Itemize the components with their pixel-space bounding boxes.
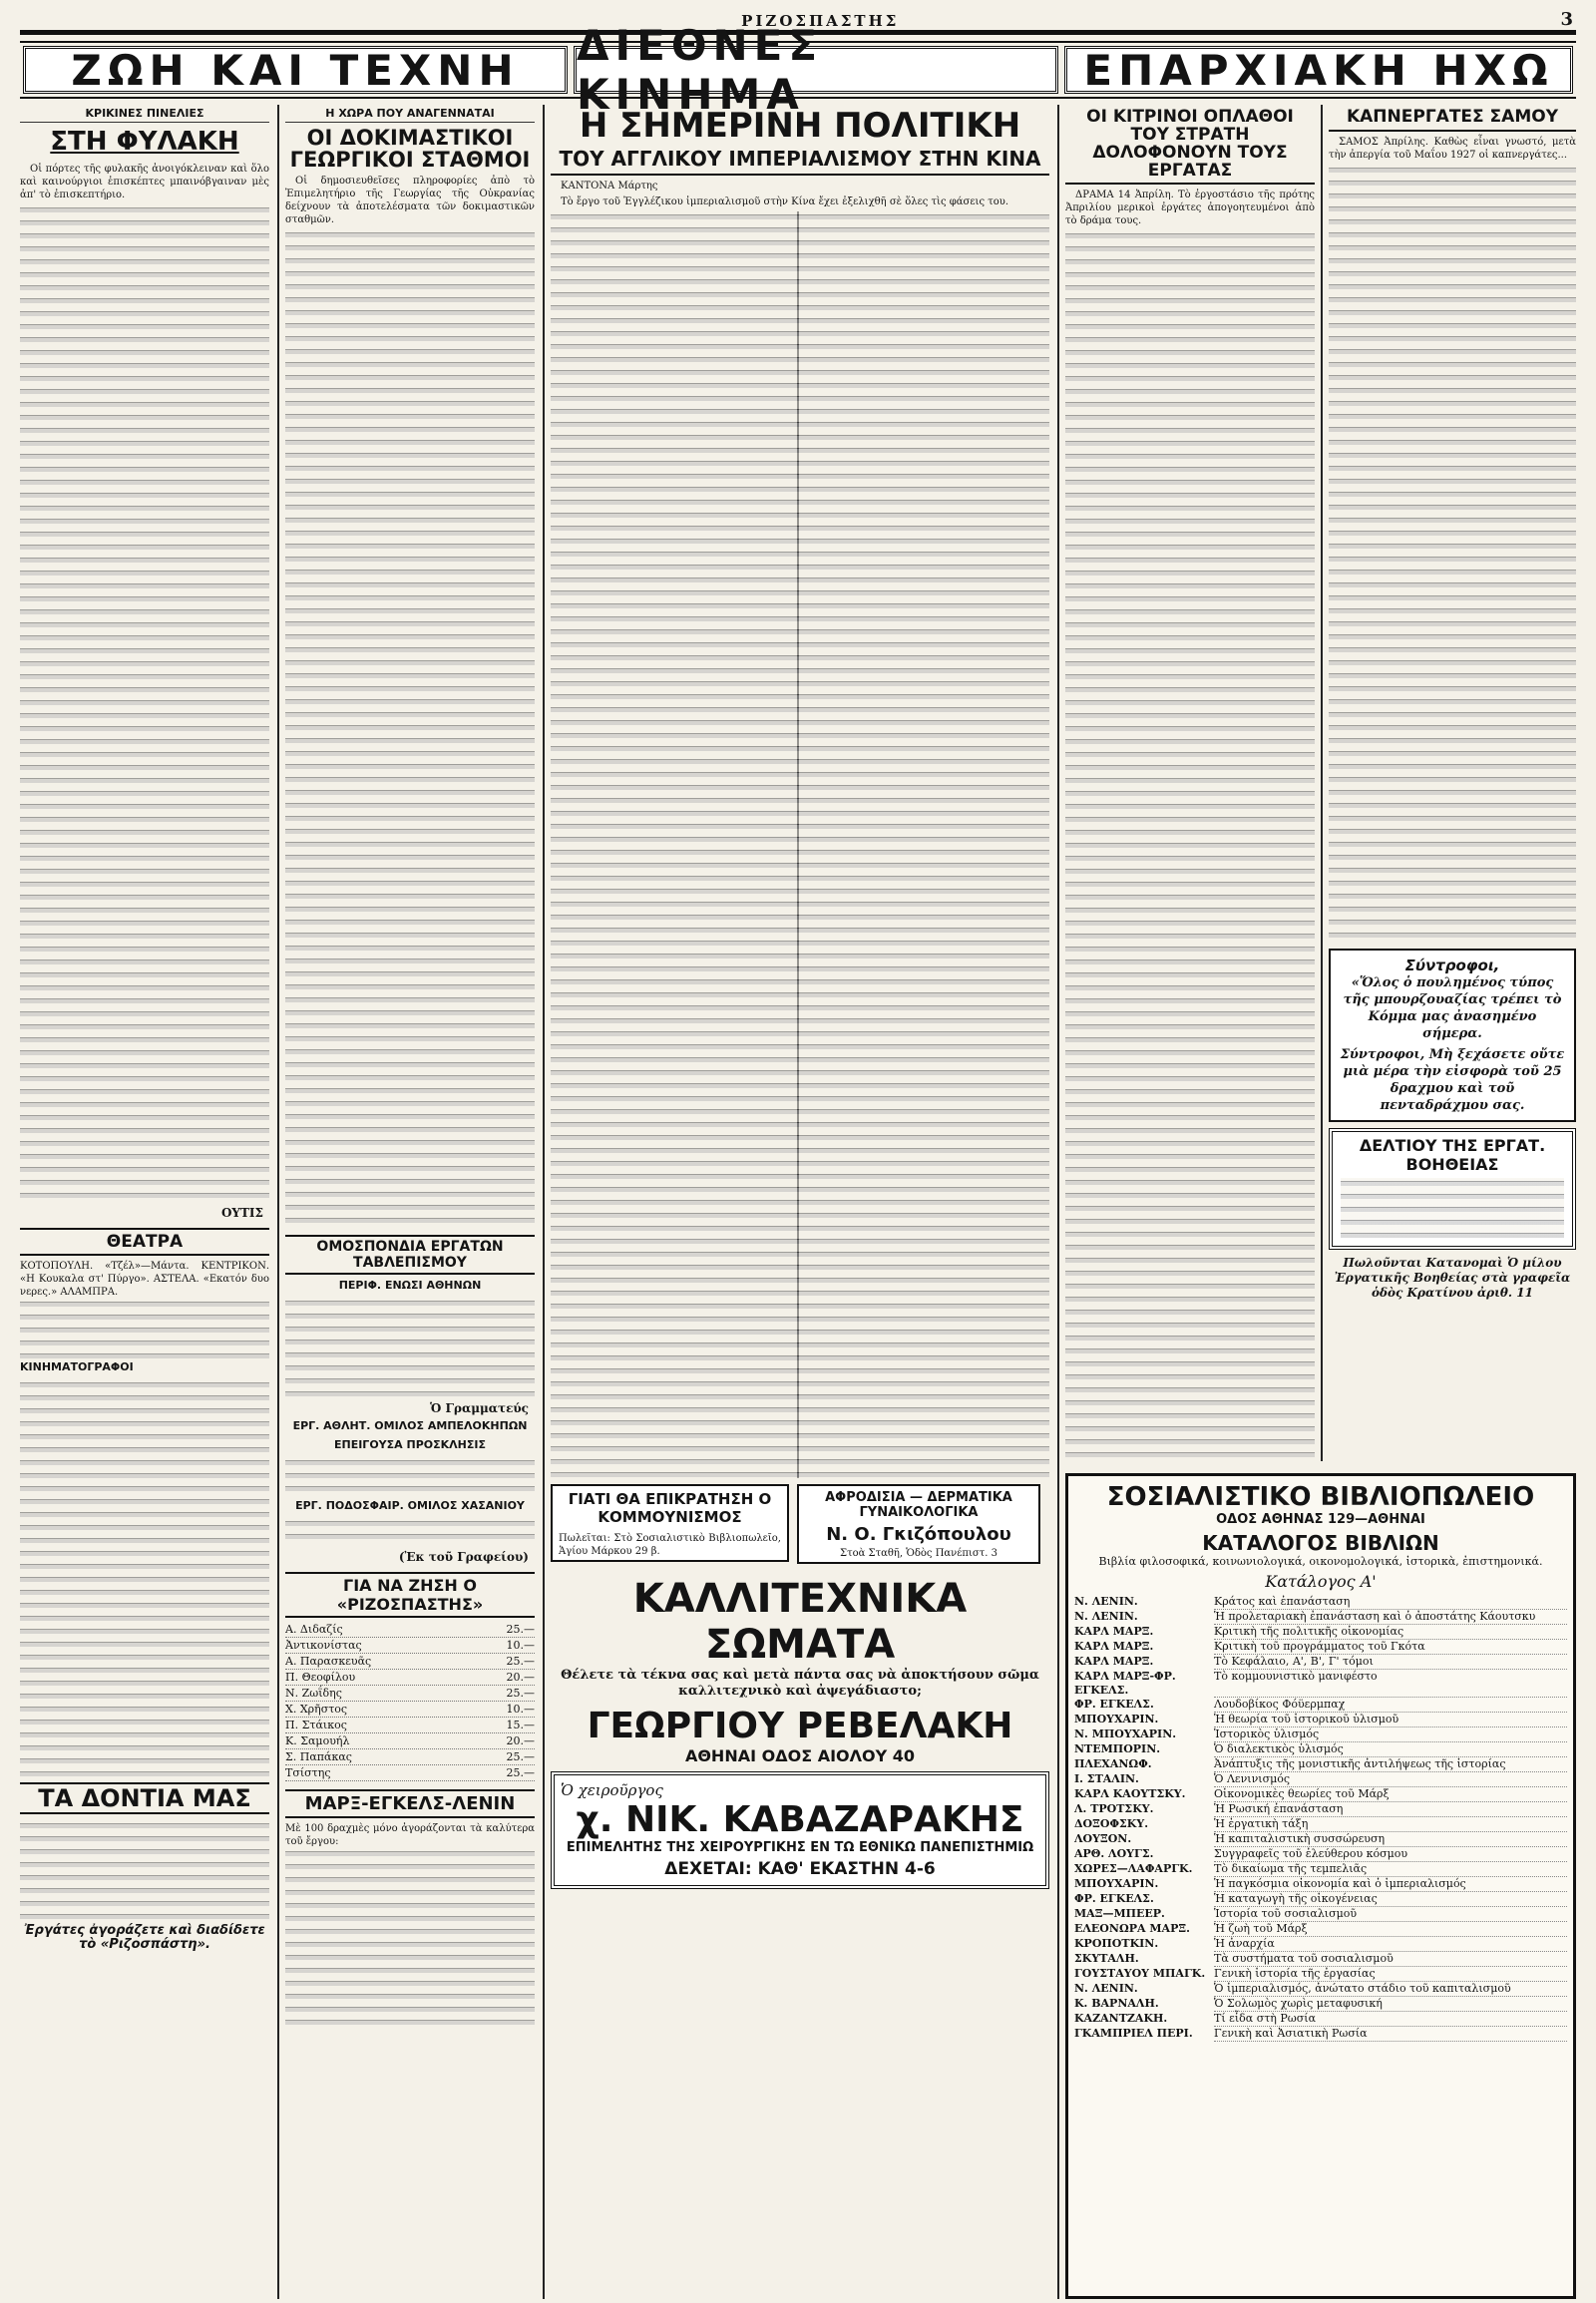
fund-amount: 25.— [506,1750,535,1764]
cinema-heading: ΚΙΝΗΜΑΤΟΓΡΑΦΟΙ [20,1360,134,1373]
fund-row [285,1749,535,1765]
band-international: ΔΙΕΘΝΕΣ ΚΙΝΗΜΑ [574,46,1058,94]
book-author: ΕΛΕΟΝΩΡΑ ΜΑΡΞ. [1074,1922,1190,1935]
band-provincial: ΕΠΑΡΧΙΑΚΗ ΗΧΩ [1064,46,1573,94]
signature: ΟΥΤΙΣ [220,1206,263,1220]
book-title: Ἱστορικὸς ὑλισμός [1214,1727,1567,1742]
book-title: Ὁ ἰμπεριαλισμός, ἀνώτατο στάδιο τοῦ καπιταλισμοῦ [1214,1982,1567,1997]
doctor-title: ΑΦΡΟΔΙΣΙΑ — ΔΕΡΜΑΤΙΚΑ ΓΥΝΑΙΚΟΛΟΓΙΚΑ [825,1489,1012,1520]
column-rule [543,105,545,2299]
book-author: ΛΟΥΞΟΝ. [1074,1832,1132,1845]
book-title: Ἡ θεωρία τοῦ ἱστορικοῦ ὑλισμοῦ [1214,1713,1567,1727]
book-title: Ἱστορία τοῦ σοσιαλισμοῦ [1214,1907,1567,1922]
book-row [1074,1670,1567,1698]
book-author: ΜΑΞ—ΜΠΕΕΡ. [1074,1907,1165,1920]
book-title: Τί εἶδα στὴ Ρωσία [1214,2012,1567,2027]
book-row [1074,1907,1567,1922]
book-row [1074,1937,1567,1952]
fund-amount: 20.— [506,1671,535,1685]
article-lead: Οἱ πόρτες τῆς φυλακῆς ἀνοιγόκλειναν καὶ ὅλο καὶ καινούργιοι ἐπισκέπτες μπαινόβγαιναν μὲς ἀπ' τὸ ἐπισκεπτήριο. [20,164,269,200]
fund-row [285,1686,535,1702]
union-text [285,1298,535,1397]
book-author: ΦΡ. ΕΓΚΕΛΣ. [1074,1892,1154,1905]
book-row [1074,1832,1567,1847]
book-row [1074,1625,1567,1640]
column-4 [1065,105,1315,1461]
article-text-block [1065,230,1315,1457]
article-title: ΟΙ ΚΙΤΡΙΝΟΙ ΟΠΛΑΘΟΙ ΤΟΥ ΣΤΡΑΤΗ ΔΟΛΟΦΟΝΟΥΝ ΤΟΥΣ ΕΡΓΑΤΑΣ [1065,109,1315,185]
book-title: Ἡ παγκόσμια οἰκονομία καὶ ὁ ἰμπεριαλισμός [1214,1877,1567,1892]
fund-heading: ΓΙΑ ΝΑ ΖΗΣΗ Ο «ΡΙΖΟΣΠΑΣΤΗΣ» [285,1572,535,1618]
article-text-block [20,204,269,1202]
workers-aid-text [1341,1178,1564,1238]
book-row [1074,1817,1567,1832]
book-row [1074,1698,1567,1713]
book-row [1074,2012,1567,2027]
doctor-address: Στοὰ Σταθῆ, Ὁδὸς Πανέπιστ. 3 [840,1547,998,1559]
book-title: Ὁ Σολωμὸς χωρὶς μεταφυσική [1214,1997,1567,2012]
book-row [1074,1967,1567,1982]
article-body [1329,136,1576,162]
book-row [1074,1892,1567,1907]
article-lead: ΔΡΑΜΑ 14 Ἀπρίλη. Τὸ ἐργοστάσιο τῆς πρότης Ἀπριλίου μερικοὶ ἐργάτες ἀπογοητευμένοι ἀπὸ τὸ δράμα τους. [1065,190,1315,227]
fund-row [285,1702,535,1718]
article-body [551,180,1049,208]
book-row [1074,1847,1567,1862]
fund-donor: Π. Θεοφίλου [285,1671,356,1685]
book-row [1074,2027,1567,2042]
article-title: Η ΣΗΜΕΡΙΝΗ ΠΟΛΙΤΙΚΗ [579,106,1021,146]
article-title: ΣΤΗ ΦΥΛΑΚΗ [50,127,239,157]
communism-lead: Πωλεῖται: Στὸ Σοσιαλιστικὸ Βιβλιοπωλεῖο, Ἁγίου Μάρκου 29 β. [559,1532,781,1557]
book-author: Κ. ΒΑΡΝΑΛΗ. [1074,1997,1159,2010]
book-title: Ἡ προλεταριακὴ ἐπανάσταση καὶ ὁ ἀποστάτης Κάουτσκυ [1214,1610,1567,1625]
book-row [1074,1787,1567,1802]
bookstore-title: ΣΟΣΙΑΛΙΣΤΙΚΟ ΒΙΒΛΙΟΠΩΛΕΙΟ [1106,1482,1535,1512]
book-title: Ἡ Ρωσική ἐπανάσταση [1214,1802,1567,1817]
book-title: Τὰ συστήματα τοῦ σοσιαλισμοῦ [1214,1952,1567,1967]
book-author: ΚΑΡΛ ΜΑΡΞ. [1074,1625,1154,1638]
columns [20,105,1576,2299]
band-life-art: ΖΩΗ ΚΑΙ ΤΕΧΝΗ [23,46,568,94]
theatre-text [20,1299,269,1358]
bodies-address: ΑΘΗΝΑΙ ΟΔΟΣ ΑΙΟΛΟΥ 40 [684,1745,916,1765]
book-author: ΚΡΟΠΟΤΚΙΝ. [1074,1937,1159,1950]
article-body [285,175,535,226]
catalog-title: ΚΑΤΑΛΟΓΟΣ ΒΙΒΛΙΩΝ [1202,1531,1439,1555]
footer-slogan: Ἐργάτες ἀγοράζετε καὶ διαδίδετε τὸ «Ριζοσπάστη». [24,1923,265,1952]
book-title: Ὁ Λενινισμός [1214,1772,1567,1787]
fund-donor: Σ. Παπάκας [285,1750,352,1764]
book-title: Ἡ καταγωγὴ τῆς οἰκογένειας [1214,1892,1567,1907]
football-club-signature: (Ἐκ τοῦ Γραφείου) [398,1550,529,1565]
workers-aid-ad [1329,1128,1576,1250]
football-club-heading: ΕΡΓ. ΠΟΔΟΣΦΑΙΡ. ΟΜΙΛΟΣ ΧΑΣΑΝΙΟΥ [295,1499,525,1513]
fund-row [285,1718,535,1733]
bookstore-address: ΟΔΟΣ ΑΘΗΝΑΣ 129—ΑΘΗΝΑΙ [1216,1512,1425,1527]
football-club-text [285,1518,535,1546]
fund-amount: 25.— [506,1623,535,1637]
cinema-text [20,1379,269,1778]
book-author: ΚΑΖΑΝΤΖΑΚΗ. [1074,2012,1168,2025]
bodies-lead: Θέλετε τὰ τέκνα σας καὶ μετὰ πάντα σας νὰ ἀποκτήσουν σῶμα καλλιτεχνικὸ καὶ ἀψεγάδιαστο; [561,1667,1039,1699]
teeth-heading: ΤΑ ΔΟΝΤΙΑ ΜΑΣ [20,1782,269,1814]
marx-heading: ΜΑΡΞ-ΕΓΚΕΛΣ-ΛΕΝΙΝ [285,1789,535,1818]
book-title: Κριτικὴ τοῦ προγράμματος τοῦ Γκότα [1214,1640,1567,1655]
book-row [1074,1640,1567,1655]
book-title: Ἡ ἐργατικὴ τάξη [1214,1817,1567,1832]
fund-list [285,1622,535,1781]
workers-aid-note: Πωλοῦνται Κατανομαὶ Ὁ μίλου Ἐργατικῆς Βοηθείας στὰ γραφεῖα ὁδὸς Κρατίνου ἀριθ. 11 [1334,1255,1571,1300]
doctor-name: Ν. Ο. Γκιζόπουλου [826,1523,1011,1545]
vine-club-text [285,1457,535,1497]
fund-donor: Α. Παρασκευᾶς [285,1655,372,1669]
article-body [1065,189,1315,227]
book-row [1074,1610,1567,1625]
book-title: Ἡ ἀναρχία [1214,1937,1567,1952]
comrades-title: Σύντροφοι, [1404,956,1500,974]
book-row [1074,1997,1567,2012]
book-author: Λ. ΤΡΟΤΣΚΥ. [1074,1802,1154,1815]
book-title: Κριτικὴ τῆς πολιτικῆς οἰκονομίας [1214,1625,1567,1640]
book-author: Ν. ΛΕΝΙΝ. [1074,1610,1138,1623]
book-title: Κράτος καὶ ἐπανάσταση [1214,1595,1567,1610]
marx-text [285,1848,535,2028]
kicker: Η ΧΩΡΑ ΠΟΥ ΑΝΑΓΕΝΝΑΤΑΙ [285,107,535,123]
comrades-line: Σύντροφοι, Μὴ ξεχάσετε οὔτε μιὰ μέρα τὴν εἰσφορὰ τοῦ 25 δραχμου καὶ τοῦ πενταδράχμου σας. [1340,1046,1565,1113]
book-author: ΔΟΞΟΦΣΚΥ. [1074,1817,1149,1830]
book-author: ΣΚΥΤΑΛΗ. [1074,1952,1139,1965]
article-subtitle: ΤΟΥ ΑΓΓΛΙΚΟΥ ΙΜΠΕΡΙΑΛΙΣΜΟΥ ΣΤΗΝ ΚΙΝΑ [551,149,1049,176]
surgeon-prefix: Ὁ χειροῦργος [561,1780,663,1799]
article-lead: ΣΑΜΟΣ Ἀπρίλης. Καθὼς εἶναι γνωστό, μετὰ τὴν ἀπεργία τοῦ Μαΐου 1927 οἱ καπνεργάτες... [1329,136,1576,161]
bodies-title: ΚΑΛΛΙΤΕΧΝΙΚΑ ΣΩΜΑΤΑ [632,1575,968,1668]
comrades-line: «Ὅλος ὁ πουλημένος τύπος τῆς μπουρζουαζίας τρέπει τὸ Κόμμα μας ἀνασημένο σήμερα. [1343,974,1562,1041]
book-title: Ἀνάπτυξις τῆς μονιστικῆς ἀντιλήψεως τῆς ἱστορίας [1214,1757,1567,1772]
communism-ad [551,1484,789,1562]
book-title: Τὸ κομμουνιστικὸ μανιφέστο [1214,1670,1567,1698]
page-number: 3 [1560,9,1576,30]
doctor-ad [797,1484,1040,1564]
book-author: ΦΡ. ΕΓΚΕΛΣ. [1074,1698,1154,1711]
book-row [1074,1595,1567,1610]
surgeon-ad [551,1771,1049,1889]
book-row [1074,1772,1567,1787]
fund-row [285,1670,535,1686]
vine-club-heading: ΕΡΓ. ΑΘΛΗΤ. ΟΜΙΛΟΣ ΑΜΠΕΛΟΚΗΠΩΝ [292,1419,528,1433]
book-author: ΚΑΡΛ ΜΑΡΞ. [1074,1640,1154,1653]
article-dateline: ΚΑΝΤΟΝΑ Μάρτης [561,180,658,192]
book-author: Ν. ΛΕΝΙΝ. [1074,1595,1138,1608]
fund-donor: Ἀντικονίστας [285,1639,362,1653]
union-subheading: ΠΕΡΙΦ. ΕΝΩΣΙ ΑΘΗΝΩΝ [338,1279,482,1293]
book-author: ΝΤΕΜΠΟΡΙΝ. [1074,1742,1161,1755]
book-row [1074,1742,1567,1757]
communism-title: ΓΙΑΤΙ ΘΑ ΕΠΙΚΡΑΤΗΣΗ Ο ΚΟΜΜΟΥΝΙΣΜΟΣ [568,1489,772,1526]
catalog-number: Κατάλογος Α' [1265,1572,1377,1591]
fund-donor: Π. Στάικος [285,1719,347,1732]
book-list [1074,1595,1567,2042]
book-row [1074,1713,1567,1727]
book-author: ΚΑΡΛ ΜΑΡΞ. [1074,1655,1154,1668]
fund-row [285,1733,535,1749]
book-author: Ν. ΜΠΟΥΧΑΡΙΝ. [1074,1727,1177,1740]
fund-amount: 10.— [506,1703,535,1717]
book-author: ΑΡΘ. ΛΟΥΓΣ. [1074,1847,1154,1860]
union-signature: Ὁ Γραμματεύς [430,1401,529,1416]
book-title: Ἡ ζωὴ τοῦ Μάρξ [1214,1922,1567,1937]
paper-name: ΡΙΖΟΣΠΑΣΤΗΣ [741,12,900,30]
book-author: ΜΠΟΥΧΑΡΙΝ. [1074,1877,1159,1890]
vine-club-subheading: ΕΠΕΙΓΟΥΣΑ ΠΡΟΣΚΛΗΣΙΣ [333,1438,486,1452]
fund-amount: 25.— [506,1766,535,1780]
article-title: ΟΙ ΔΟΚΙΜΑΣΤΙΚΟΙ ΓΕΩΡΓΙΚΟΙ ΣΤΑΘΜΟΙ [289,126,531,173]
book-title: Ὁ διαλεκτικὸς ὑλισμός [1214,1742,1567,1757]
column-3 [551,105,1049,2299]
column-rule [1057,105,1059,2299]
fund-donor: Α. Διδαζίς [285,1623,343,1637]
book-title: Γενικὴ καὶ Ἀσιατικὴ Ρωσία [1214,2027,1567,2042]
book-author: ΓΚΑΜΠΡΙΕΛ ΠΕΡΙ. [1074,2027,1193,2040]
fund-amount: 10.— [506,1639,535,1653]
book-title: Συγγραφεῖς τοῦ ἐλεύθερου κόσμου [1214,1847,1567,1862]
marx-lead: Μὲ 100 δραχμὲς μόνο ἀγοράζονται τὰ καλύτερα τοῦ ἔργου: [285,1823,535,1848]
fund-amount: 15.— [506,1719,535,1732]
book-row [1074,1877,1567,1892]
book-title: Ἡ καπιταλιστικὴ συσσώρευση [1214,1832,1567,1847]
book-row [1074,1982,1567,1997]
union-heading: ΟΜΟΣΠΟΝΔΙΑ ΕΡΓΑΤΩΝ ΤΑΒΛΕΠΙΣΜΟΥ [285,1235,535,1275]
book-row [1074,1952,1567,1967]
theatre-heading: ΘΕΑΤΡΑ [20,1228,269,1256]
kicker: ΚΡΙΚΙΝΕΣ ΠΙΝΕΛΙΕΣ [20,107,269,123]
book-author: ΧΩΡΕΣ—ΛΑΦΑΡΓΚ. [1074,1862,1193,1875]
fund-row [285,1654,535,1670]
book-author: ΚΑΡΛ ΚΑΟΥΤΣΚΥ. [1074,1787,1186,1800]
article-lead: Τὸ ἔργο τοῦ Ἐγγλέζικου ἰμπεριαλισμοῦ στὴν Κίνα ἔχει ἐξελιχθῆ σὲ ὅλες τὶς φάσεις του. [561,195,1009,207]
article-text-block [285,229,535,1227]
column-1 [20,105,269,2299]
book-row [1074,1727,1567,1742]
book-title: Τὸ δικαίωμα τῆς τεμπελιᾶς [1214,1862,1567,1877]
fund-donor: Ν. Ζωΐδης [285,1687,342,1701]
article-title: ΚΑΠΝΕΡΓΑΤΕΣ ΣΑΜΟΥ [1329,109,1576,132]
fund-donor: Τσίστης [285,1766,331,1780]
book-title: Γενικὴ ἱστορία τῆς ἐργασίας [1214,1967,1567,1982]
book-author: Ι. ΣΤΑΛΙΝ. [1074,1772,1139,1785]
workers-aid-title: ΔΕΛΤΙΟΥ ΤΗΣ ΕΡΓΑΤ. ΒΟΗΘΕΙΑΣ [1359,1135,1546,1174]
bookstore-ad [1065,1473,1576,2299]
column-5 [1329,105,1576,1461]
book-author: ΚΑΡΛ ΜΑΡΞ-ΦΡ. ΕΓΚΕΛΣ. [1074,1670,1176,1697]
surgeon-role: ΕΠΙΜΕΛΗΤΗΣ ΤΗΣ ΧΕΙΡΟΥΡΓΙΚΗΣ ΕΝ ΤΩ ΕΘΝΙΚΩ ΠΑΝΕΠΙΣΤΗΜΙΩ [566,1839,1034,1855]
column-rule [277,105,279,2299]
book-author: ΠΛΕΧΑΝΩΦ. [1074,1757,1152,1770]
fund-donor: Κ. Σαμουήλ [285,1734,350,1748]
article-body [20,163,269,201]
newspaper-page [20,8,1576,2292]
comrades-box [1329,949,1576,1122]
fund-amount: 20.— [506,1734,535,1748]
column-2 [285,105,535,2299]
fund-row [285,1765,535,1781]
book-title: Οἰκονομικὲς θεωρίες τοῦ Μάρξ [1214,1787,1567,1802]
catalog-subtitle: Βιβλία φιλοσοφικά, κοινωνιολογικά, οικονομολογικά, ἱστορικὰ, ἐπιστημονικά. [1098,1555,1543,1568]
teeth-text [20,1820,269,1920]
artistic-bodies-ad [551,1576,1049,1765]
article-text-block [1329,165,1576,943]
article-text-block [551,211,1049,1478]
surgeon-hours: ΔΕΧΕΤΑΙ: ΚΑΘ' ΕΚΑΣΤΗΝ 4-6 [664,1858,936,1879]
column-rule [1321,105,1323,1461]
book-row [1074,1655,1567,1670]
book-author: ΓΟΥΣΤΑΥΟΥ ΜΠΑΓΚ. [1074,1967,1206,1980]
book-author: Ν. ΛΕΝΙΝ. [1074,1982,1138,1995]
fund-donor: Χ. Χρῆστος [285,1703,348,1717]
bodies-name: ΓΕΩΡΓΙΟΥ ΡΕΒΕΛΑΚΗ [587,1705,1013,1746]
book-title: Τὸ Κεφάλαιο, Α', Β', Γ' τόμοι [1214,1655,1567,1670]
fund-amount: 25.— [506,1687,535,1701]
book-author: ΜΠΟΥΧΑΡΙΝ. [1074,1713,1159,1726]
surgeon-name: χ. ΝΙΚ. ΚΑΒΑΖΑΡΑΚΗΣ [576,1798,1024,1840]
fund-row [285,1622,535,1638]
book-title: Λουδοβίκος Φόϋερμπαχ [1214,1698,1567,1713]
book-row [1074,1757,1567,1772]
book-row [1074,1922,1567,1937]
fund-amount: 25.— [506,1655,535,1669]
article-lead: Οἱ δημοσιευθεῖσες πληροφορίες ἀπὸ τὸ Ἐπιμελητήριο τῆς Γεωργίας τῆς Οὐκρανίας δείχνουν τὰ ἀποτελέσματα τῶν δοκιμαστικῶν σταθμῶν. [285,176,535,226]
theatre-lead: ΚΟΤΟΠΟΥΛΗ. «Τζέλ»—Μάντα. ΚΕΝΤΡΙΚΟΝ. «Η Κουκαλα στ' Πύργο». ΑΣΤΕΛΑ. «Εκατόν δυο νερες.» ΑΛΑΜΠΡΑ. [20,1261,269,1298]
book-row [1074,1802,1567,1817]
fund-row [285,1638,535,1654]
book-row [1074,1862,1567,1877]
